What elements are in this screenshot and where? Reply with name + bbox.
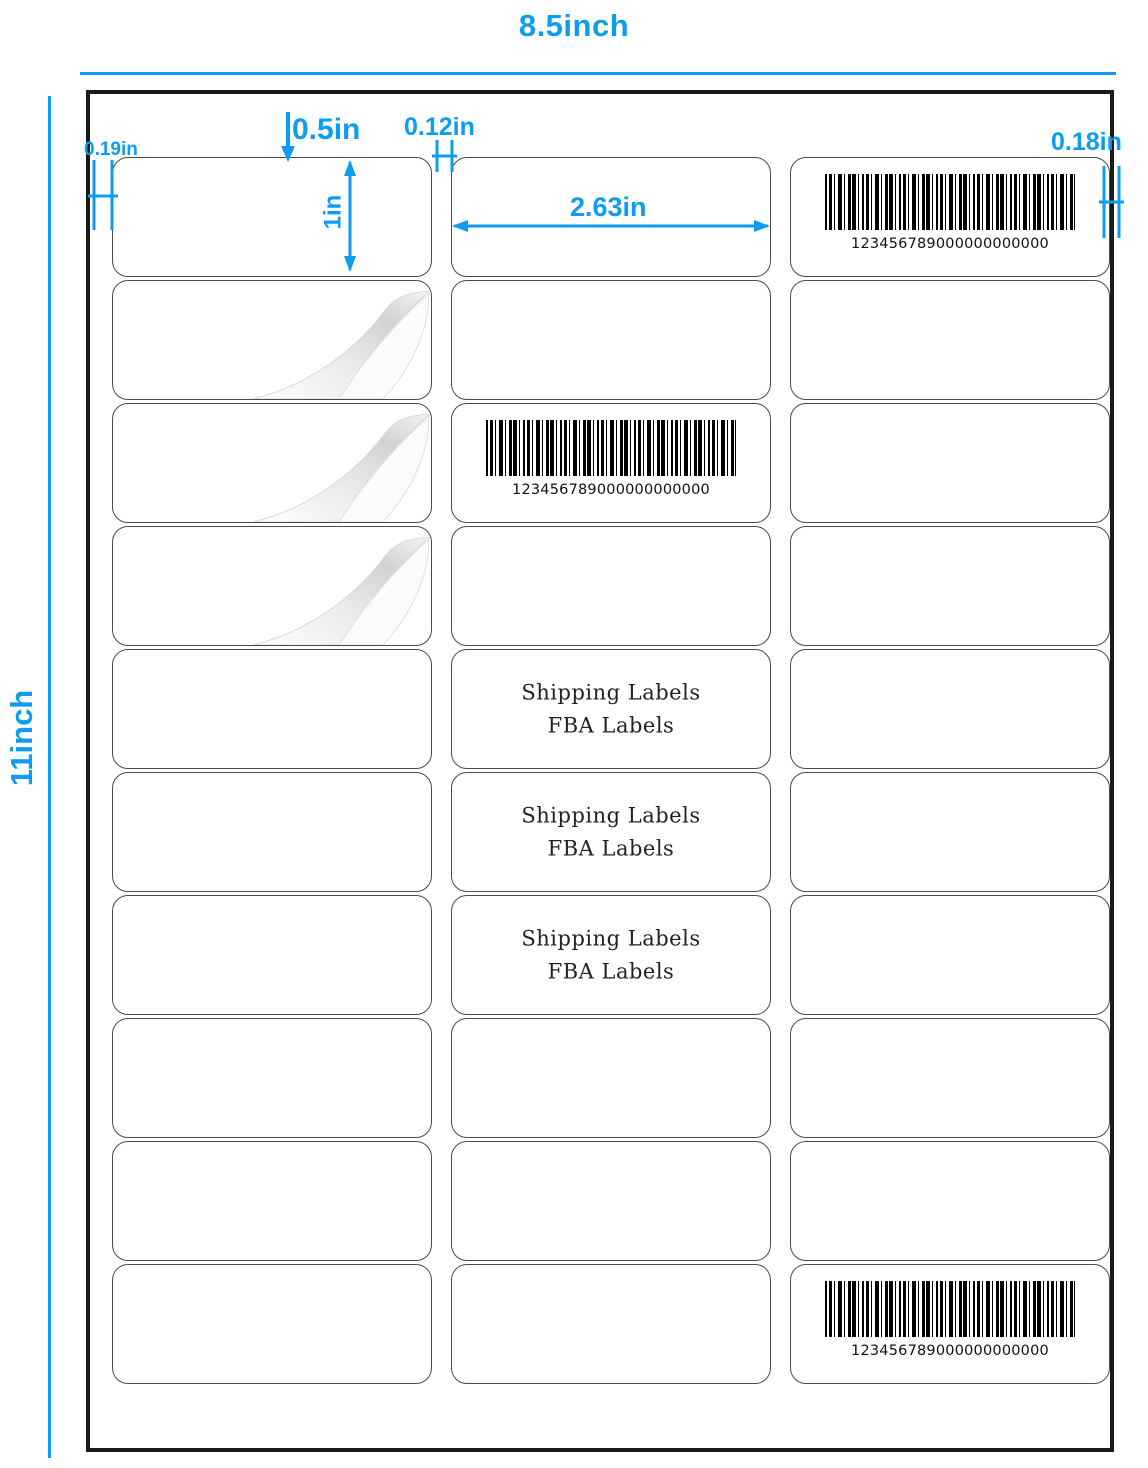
sheet-width-line <box>80 72 1116 75</box>
label-grid <box>112 157 1118 1383</box>
label-cell <box>451 1141 771 1261</box>
label-text-line2: FBA Labels <box>547 836 675 860</box>
label-cell <box>790 895 1110 1015</box>
label-cell <box>112 649 432 769</box>
label-text <box>452 676 770 741</box>
label-cell <box>790 157 1110 277</box>
label-cell <box>790 1264 1110 1384</box>
column-gap-annotation: 0.12in <box>404 113 475 141</box>
label-cell <box>451 526 771 646</box>
sheet-height-dimension <box>0 90 80 1468</box>
sheet-width-dimension <box>0 0 1148 90</box>
label-cell <box>790 403 1110 523</box>
label-cell <box>112 280 432 400</box>
label-cell <box>451 649 771 769</box>
label-cell <box>112 1264 432 1384</box>
label-cell <box>790 772 1110 892</box>
label-cell <box>112 1141 432 1261</box>
label-cell <box>451 280 771 400</box>
label-cell <box>451 403 771 523</box>
top-margin-annotation: 0.5in <box>292 113 361 146</box>
sheet-height-label: 11inch <box>4 689 39 787</box>
peel-corner-icon <box>243 537 432 646</box>
label-cell <box>451 1264 771 1384</box>
label-cell <box>112 772 432 892</box>
barcode <box>825 1281 1075 1359</box>
label-text-line2: FBA Labels <box>547 713 675 737</box>
right-margin-annotation: 0.18in <box>1051 128 1122 156</box>
label-cell <box>451 895 771 1015</box>
barcode-bars <box>486 420 736 476</box>
label-text-line1: Shipping Labels <box>521 803 701 828</box>
label-width-annotation: 2.63in <box>570 192 647 222</box>
label-height-annotation: 1in <box>319 194 347 230</box>
label-cell <box>112 403 432 523</box>
peel-corner-icon <box>243 291 432 400</box>
peel-corner-icon <box>243 414 432 523</box>
label-text-line1: Shipping Labels <box>521 680 701 705</box>
barcode-number: 123456789000000000000 <box>851 236 1049 252</box>
left-margin-annotation: 0.19in <box>84 139 138 160</box>
label-text-line1: Shipping Labels <box>521 926 701 951</box>
label-cell <box>790 1141 1110 1261</box>
label-cell <box>112 895 432 1015</box>
label-cell <box>790 1018 1110 1138</box>
label-cell <box>790 649 1110 769</box>
barcode <box>486 420 736 498</box>
label-cell <box>112 1018 432 1138</box>
label-cell <box>112 157 432 277</box>
label-text-line2: FBA Labels <box>547 959 675 983</box>
label-cell <box>451 772 771 892</box>
label-cell <box>790 526 1110 646</box>
sheet-height-line <box>48 96 51 1458</box>
label-text <box>452 922 770 987</box>
label-cell <box>112 526 432 646</box>
label-cell <box>790 280 1110 400</box>
label-cell <box>451 1018 771 1138</box>
barcode-bars <box>825 1281 1075 1337</box>
barcode-number: 123456789000000000000 <box>851 1343 1049 1359</box>
barcode-bars <box>825 174 1075 230</box>
barcode-number: 123456789000000000000 <box>512 482 710 498</box>
sheet-width-label: 8.5inch <box>518 8 630 43</box>
label-text <box>452 799 770 864</box>
barcode <box>825 174 1075 252</box>
